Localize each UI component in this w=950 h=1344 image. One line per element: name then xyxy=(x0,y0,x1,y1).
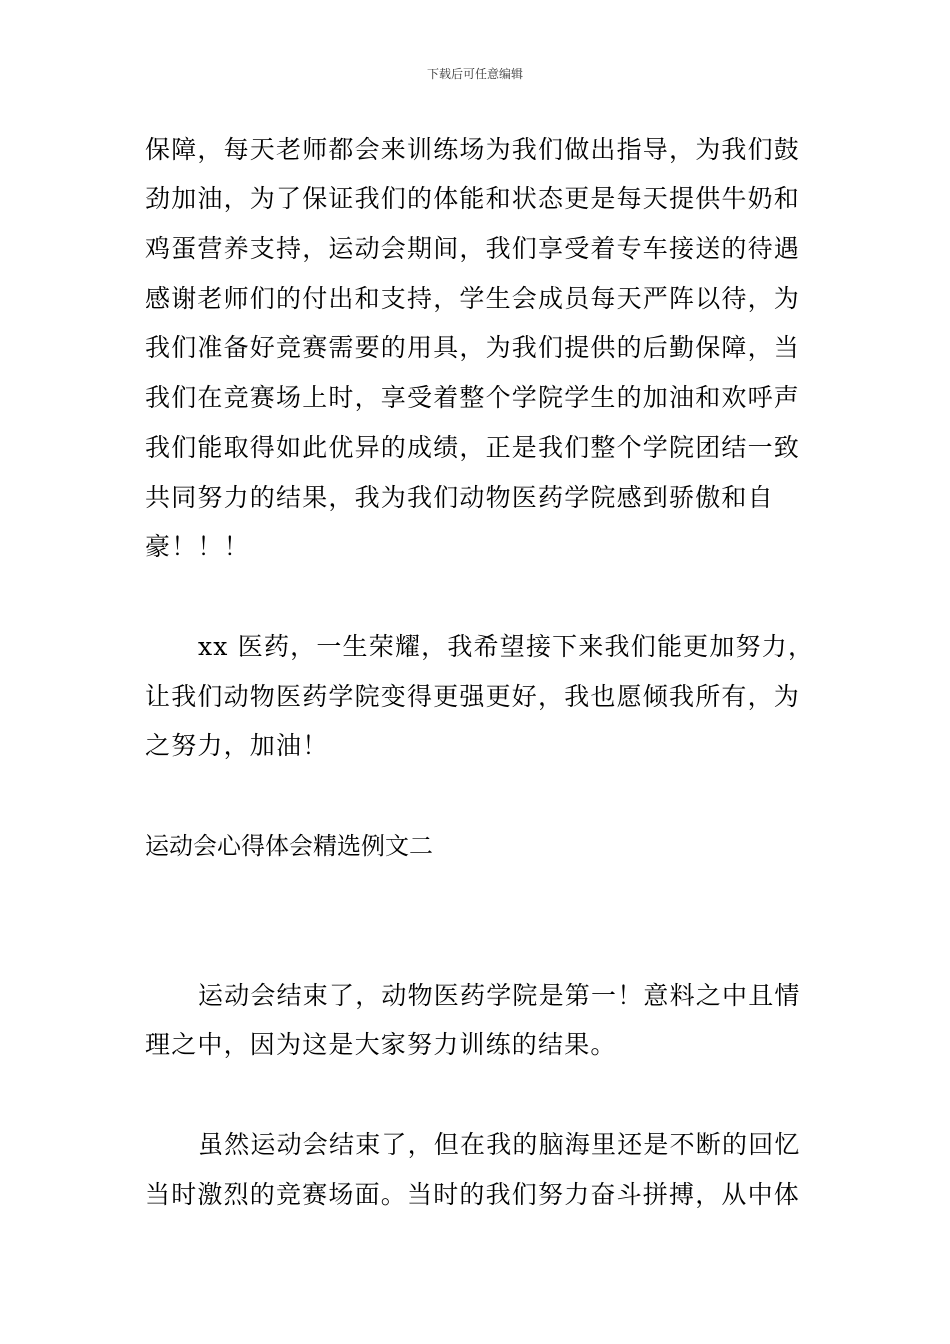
text-line: 运动会结束了，动物医药学院是第一！意料之中且情 xyxy=(198,981,801,1010)
text-line: 鸡蛋营养支持，运动会期间，我们享受着专车接送的待遇 xyxy=(145,234,801,263)
text-line: 豪！！！ xyxy=(145,532,250,561)
text-line: 共同努力的结果，我为我们动物医药学院感到骄傲和自 xyxy=(145,483,774,512)
text-line: 当时激烈的竞赛场面。当时的我们努力奋斗拼搏，从中体 xyxy=(145,1180,801,1209)
text-line: 我们准备好竞赛需要的用具，为我们提供的后勤保障，当 xyxy=(145,333,801,362)
text-line: 虽然运动会结束了，但在我的脑海里还是不断的回忆 xyxy=(198,1130,801,1159)
page-header-note: 下载后可任意编辑 xyxy=(426,67,523,81)
section-heading: 运动会心得体会精选例文二 xyxy=(145,832,433,860)
text-line: xx 医药，一生荣耀，我希望接下来我们能更加努力， xyxy=(198,632,815,661)
text-line: 劲加油，为了保证我们的体能和状态更是每天提供牛奶和 xyxy=(145,184,801,213)
text-line: 理之中，因为这是大家努力训练的结果。 xyxy=(145,1030,617,1059)
text-line: 让我们动物医药学院变得更强更好，我也愿倾我所有，为 xyxy=(145,682,801,711)
text-line: 之努力，加油！ xyxy=(145,731,329,760)
text-line: 感谢老师们的付出和支持，学生会成员每天严阵以待，为 xyxy=(145,284,801,313)
text-line: 我们能取得如此优异的成绩，正是我们整个学院团结一致 xyxy=(145,433,801,462)
text-line: 我们在竞赛场上时，享受着整个学院学生的加油和欢呼声 xyxy=(145,383,801,412)
text-line: 保障，每天老师都会来训练场为我们做出指导，为我们鼓 xyxy=(145,135,801,164)
